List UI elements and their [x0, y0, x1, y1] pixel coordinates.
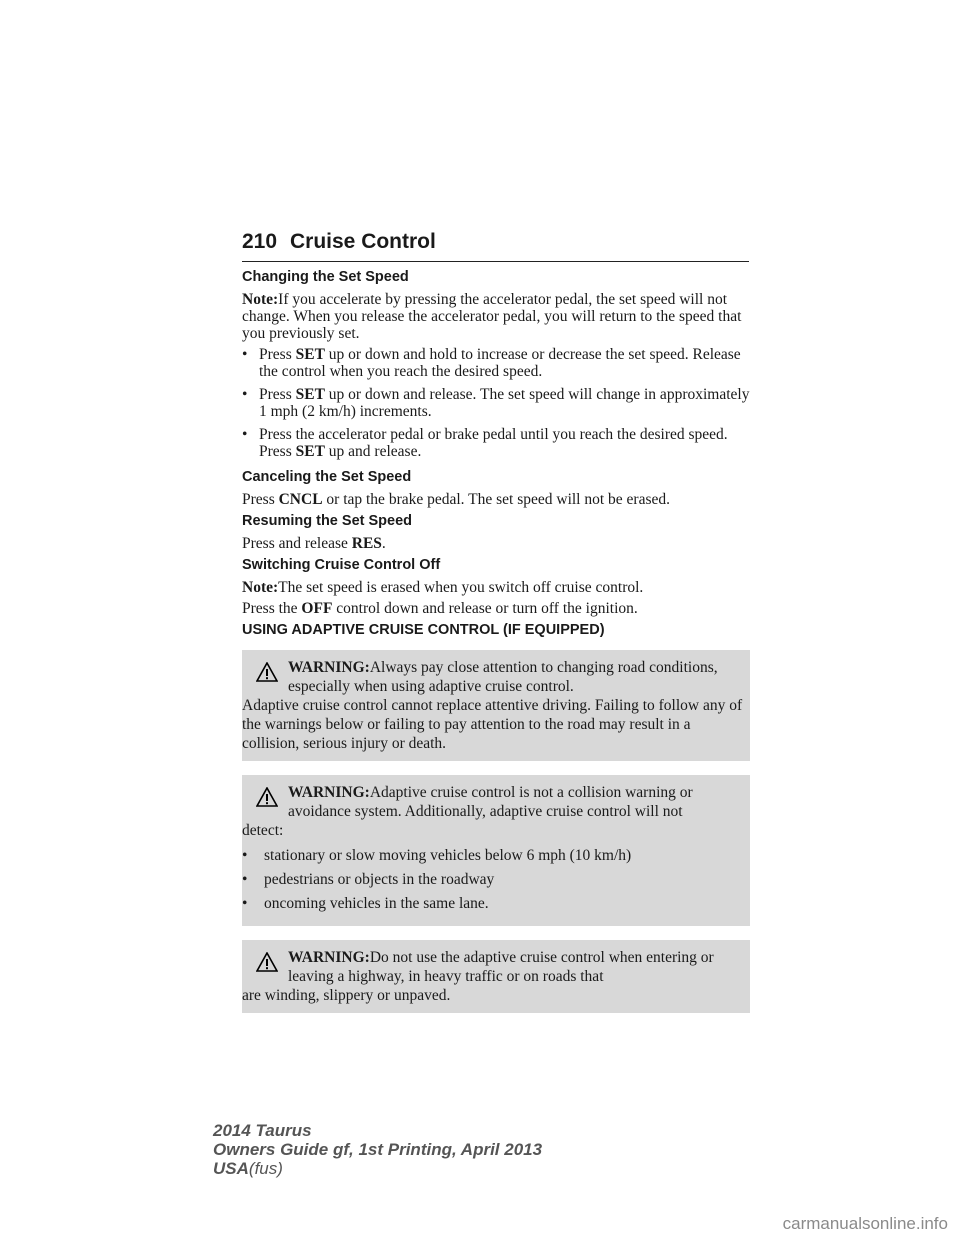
warning-triangle-icon: [256, 662, 278, 682]
page-header: [242, 230, 749, 262]
list-item: • Press the accelerator pedal or brake pedal until you reach the desired speed. Press SET up and release.: [242, 426, 728, 460]
note-switching: Note:The set speed is erased when you switch off cruise control.: [242, 579, 644, 596]
warning-label: WARNING:: [288, 659, 370, 676]
warning-triangle-icon: [256, 952, 278, 972]
footer-line-1: 2014 Taurus: [213, 1121, 312, 1140]
page-footer: [213, 1121, 542, 1178]
page-number: 210: [242, 230, 278, 253]
paragraph-canceling: Press CNCL or tap the brake pedal. The set speed will not be erased.: [242, 491, 671, 508]
heading-adaptive-cruise: USING ADAPTIVE CRUISE CONTROL (IF EQUIPPED): [242, 622, 605, 638]
page-content: [242, 268, 750, 1027]
heading-changing-set-speed: Changing the Set Speed: [242, 269, 409, 285]
warning-box: WARNING:Do not use the adaptive cruise control when entering or leaving a highway, in heavy traffic or on roads that are winding, slippery or unpaved.: [242, 940, 750, 1013]
paragraph-switching: Press the OFF control down and release or turn off the ignition.: [242, 600, 638, 617]
watermark-link[interactable]: carmanualsonline.info: [782, 1214, 948, 1233]
page-title: Cruise Control: [290, 230, 436, 253]
footer-line-3: USA(fus): [213, 1159, 283, 1178]
heading-switching-off: Switching Cruise Control Off: [242, 557, 441, 573]
list-item: • stationary or slow moving vehicles below 6 mph (10 km/h): [242, 847, 632, 864]
warning-text: are winding, slippery or unpaved.: [242, 987, 451, 1004]
warning-list: [242, 846, 744, 913]
heading-canceling-set-speed: Canceling the Set Speed: [242, 469, 412, 485]
heading-resuming-set-speed: Resuming the Set Speed: [242, 513, 413, 529]
warning-box: WARNING:Adaptive cruise control is not a collision warning or avoidance system. Additionally, adaptive cruise control will not detect: • stationary or slow moving vehicles below 6 mph (10 km/h) • pedestrians or objects in the roadway • oncoming vehicles in the same lane.: [242, 775, 750, 926]
list-item: • oncoming vehicles in the same lane.: [242, 895, 489, 912]
warning-text: detect:: [242, 822, 284, 839]
warning-text: Adaptive cruise control cannot replace attentive driving. Failing to follow any of the warnings below or failing to pay attention to the road may result in a collision, serious injury or death.: [242, 697, 743, 752]
warning-triangle-icon: [256, 787, 278, 807]
changing-bullet-list: [242, 346, 750, 460]
paragraph-resuming: Press and release RES.: [242, 535, 386, 552]
footer-line-2: Owners Guide gf, 1st Printing, April 2013: [213, 1140, 543, 1159]
list-item: • Press SET up or down and release. The set speed will change in approximately 1 mph (2 km/h) increments.: [242, 386, 750, 420]
warning-label: WARNING:: [288, 784, 370, 801]
warning-box: WARNING:Always pay close attention to changing road conditions, especially when using adaptive cruise control. Adaptive cruise control cannot replace attentive driving. Failing to follow any of the warnings below or failing to pay attention to the road may result in a collision, serious injury or death.: [242, 650, 750, 761]
list-item: • Press SET up or down and hold to increase or decrease the set speed. Release the control when you reach the desired speed.: [242, 346, 741, 380]
list-item: • pedestrians or objects in the roadway: [242, 871, 495, 888]
warning-label: WARNING:: [288, 949, 370, 966]
note-changing: Note:If you accelerate by pressing the accelerator pedal, the set speed will not change. When you release the accelerator pedal, you will return to the speed that you previously set.: [242, 291, 742, 342]
